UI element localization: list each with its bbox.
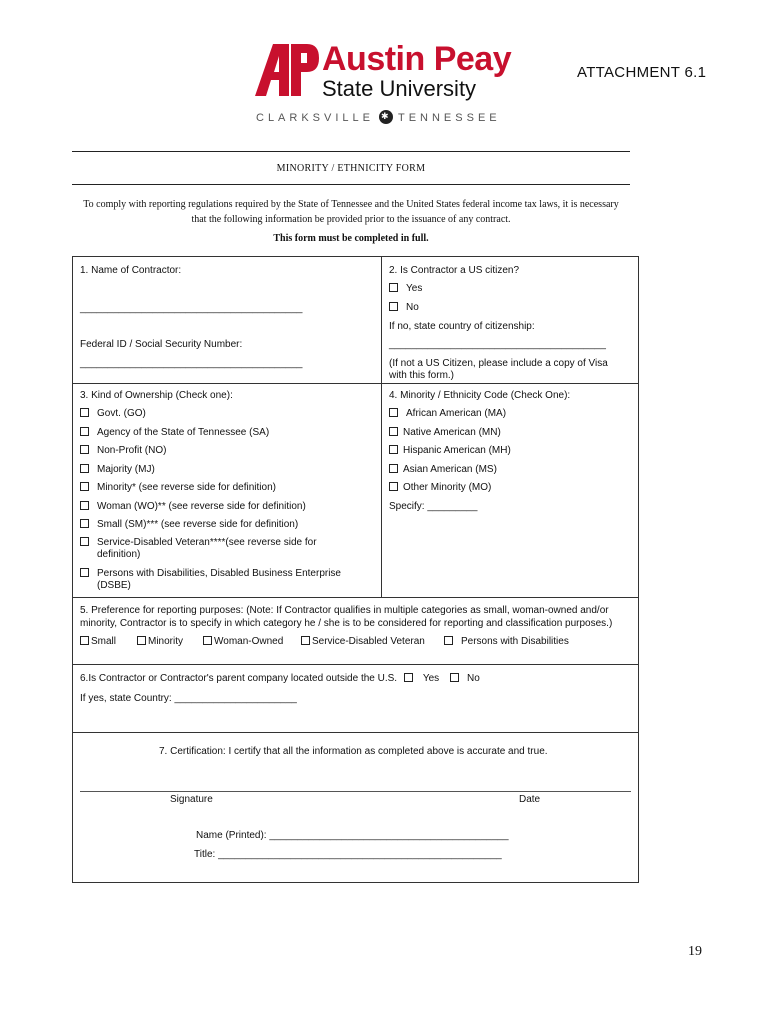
option-label: Hispanic American (MH) <box>403 445 511 456</box>
row-divider-2 <box>72 597 639 598</box>
ownership-option-mj[interactable] <box>80 463 155 476</box>
outside-us-no-checkbox[interactable] <box>450 673 459 682</box>
logo-place-right: TENNESSEE <box>397 112 501 124</box>
contractor-name-label: 1. Name of Contractor: <box>80 265 182 276</box>
option-label: Minority <box>148 636 184 647</box>
checkbox[interactable] <box>301 636 310 645</box>
checkbox[interactable] <box>389 482 398 491</box>
option-label: Persons with Disabilities, Disabled Business Enterprise <box>97 568 341 579</box>
outside-us-label: 6.Is Contractor or Contractor's parent company located outside the U.S. <box>80 673 398 684</box>
ownership-option-no[interactable] <box>80 444 166 457</box>
citizen-yes-checkbox[interactable] <box>389 283 398 292</box>
citizen-no-checkbox[interactable] <box>389 302 398 311</box>
option-label: Service-Disabled Veteran****(see reverse side for <box>97 537 317 548</box>
us-citizen-label: 2. Is Contractor a US citizen? <box>389 265 520 276</box>
form-title: MINORITY / ETHNICITY FORM <box>276 163 426 174</box>
ethnicity-option-ma[interactable] <box>389 407 506 420</box>
option-label: Agency of the State of Tennessee (SA) <box>97 427 270 438</box>
option-label: Non-Profit (NO) <box>97 445 167 456</box>
option-label: Asian American (MS) <box>403 464 497 475</box>
date-label: Date <box>519 794 541 805</box>
contractor-name-field[interactable]: ________________________________________ <box>80 303 303 314</box>
checkbox[interactable] <box>80 482 89 491</box>
checkbox[interactable] <box>389 408 398 417</box>
option-label: Native American (MN) <box>403 427 501 438</box>
row-divider-3 <box>72 664 639 665</box>
pref-option-woman-owned[interactable] <box>203 635 283 648</box>
checkbox[interactable] <box>80 464 89 473</box>
if-no-label: If no, state country of citizenship: <box>389 321 535 332</box>
option-label: Govt. (GO) <box>97 408 146 419</box>
ownership-option-wo[interactable] <box>80 500 306 513</box>
checkbox[interactable] <box>137 636 146 645</box>
checkbox[interactable] <box>80 501 89 510</box>
preference-line-1: 5. Preference for reporting purposes: (Note: If Contractor qualifies in multiple categories as small, woman-owned and/or <box>80 605 609 616</box>
row-divider-4 <box>72 732 639 733</box>
checkbox[interactable] <box>389 464 398 473</box>
checkbox[interactable] <box>80 636 89 645</box>
citizenship-country-field[interactable]: _______________________________________ <box>389 339 606 350</box>
ownership-option-minority[interactable] <box>80 481 276 494</box>
ethnicity-option-mn[interactable] <box>389 426 501 439</box>
outside-us-no-label: No <box>466 673 480 684</box>
signature-label: Signature <box>170 794 213 805</box>
citizen-no-option[interactable] <box>389 301 419 314</box>
pref-option-small[interactable] <box>80 635 116 648</box>
checkbox[interactable] <box>80 408 89 417</box>
ethnicity-specify-field[interactable]: Specify: _________ <box>389 501 478 512</box>
must-complete-note: This form must be completed in full. <box>273 233 429 244</box>
checkbox[interactable] <box>203 636 212 645</box>
option-label: Woman-Owned <box>214 636 284 647</box>
logo-location <box>256 110 501 124</box>
federal-id-label: Federal ID / Social Security Number: <box>80 339 243 350</box>
pref-option-sdv[interactable] <box>301 635 425 648</box>
checkbox[interactable] <box>444 636 453 645</box>
preference-line-2: minority, Contractor is to specify in which category he / she is to be considered for reporting and classification purposes.) <box>80 618 613 629</box>
outside-us-question <box>80 672 480 685</box>
intro-line-1: To comply with reporting regulations required by the State of Tennessee and the United States federal income tax laws, it is necessary <box>83 199 619 210</box>
outside-us-yes-checkbox[interactable] <box>404 673 413 682</box>
citizen-yes-label: Yes <box>406 283 423 294</box>
row-divider-1 <box>72 383 639 384</box>
option-label: Minority* (see reverse side for definition) <box>97 482 276 493</box>
apsu-logo-icon <box>255 44 319 96</box>
ethnicity-label: 4. Minority / Ethnicity Code (Check One): <box>389 390 571 401</box>
checkbox[interactable] <box>80 445 89 454</box>
column-divider <box>381 256 382 598</box>
ethnicity-option-ms[interactable] <box>389 463 497 476</box>
federal-id-field[interactable]: ________________________________________ <box>80 358 303 369</box>
option-label: Small <box>91 636 117 647</box>
divider-top <box>72 151 630 152</box>
checkbox[interactable] <box>80 568 89 577</box>
citizen-no-label: No <box>406 302 419 313</box>
ownership-option-dsbe-cont: (DSBE) <box>97 580 131 591</box>
option-label: Small (SM)*** (see reverse side for definition) <box>97 519 299 530</box>
option-label: Service-Disabled Veteran <box>312 636 425 647</box>
option-label: Majority (MJ) <box>97 464 155 475</box>
ownership-option-sa[interactable] <box>80 426 269 439</box>
intro-line-2: that the following information be provided prior to the issuance of any contract. <box>191 214 511 225</box>
ownership-option-go[interactable] <box>80 407 146 420</box>
checkbox[interactable] <box>389 445 398 454</box>
intro-text <box>72 197 630 227</box>
certification-text: 7. Certification: I certify that all the information as completed above is accurate and true. <box>159 746 548 757</box>
pref-option-minority[interactable] <box>137 635 183 648</box>
ethnicity-option-mo[interactable] <box>389 481 491 494</box>
divider-bottom <box>72 184 630 185</box>
ownership-label: 3. Kind of Ownership (Check one): <box>80 390 233 401</box>
ownership-option-sdv-cont: definition) <box>97 549 141 560</box>
attachment-label: ATTACHMENT 6.1 <box>577 64 707 81</box>
logo-wordmark-line2: State University <box>322 76 477 101</box>
outside-us-country-field[interactable]: If yes, state Country: ______________________ <box>80 693 297 704</box>
tristar-icon <box>379 110 393 124</box>
option-label: Persons with Disabilities <box>461 636 569 647</box>
visa-note-line-1: (If not a US Citizen, please include a copy of Visa <box>389 358 608 369</box>
ethnicity-option-mh[interactable] <box>389 444 511 457</box>
visa-note-line-2: with this form.) <box>389 370 455 381</box>
outside-us-yes-label: Yes <box>422 673 440 684</box>
pref-option-disabilities[interactable] <box>444 635 569 648</box>
title-field[interactable]: Title: ___________________________________________________ <box>194 849 502 860</box>
signature-line-text <box>80 779 631 792</box>
option-label: African American (MA) <box>406 408 507 419</box>
option-label: Woman (WO)** (see reverse side for definition) <box>97 501 306 512</box>
checkbox[interactable] <box>80 537 89 546</box>
ownership-option-sm[interactable] <box>80 518 298 531</box>
name-printed-field[interactable]: Name (Printed): ___________________________________________ <box>196 830 509 841</box>
logo-wordmark-line1: Austin Peay <box>322 40 512 78</box>
option-label: Other Minority (MO) <box>403 482 492 493</box>
logo-place-left: CLARKSVILLE <box>256 112 374 124</box>
page-number: 19 <box>688 944 702 959</box>
checkbox[interactable] <box>389 427 398 436</box>
citizen-yes-option[interactable] <box>389 282 422 295</box>
checkbox[interactable] <box>80 519 89 528</box>
checkbox[interactable] <box>80 427 89 436</box>
